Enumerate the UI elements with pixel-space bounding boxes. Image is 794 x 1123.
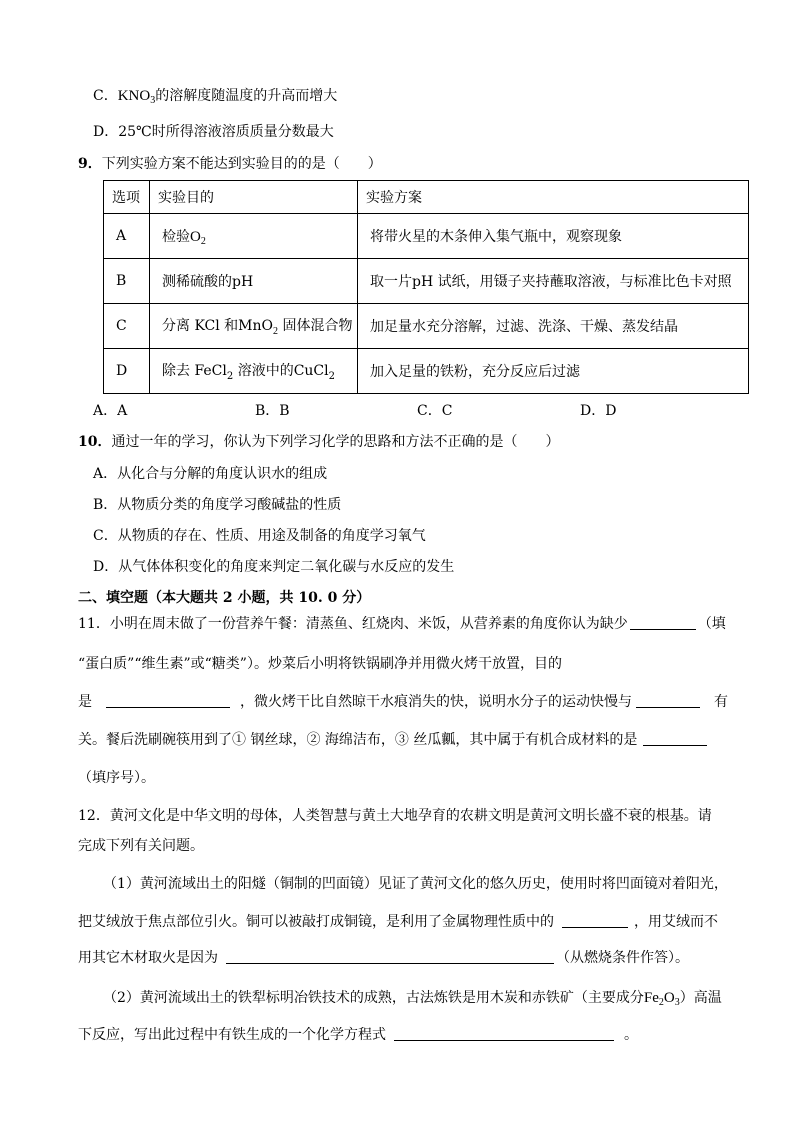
table-header-cell: 实验目的	[150, 181, 358, 214]
q11-line-1	[78, 614, 726, 634]
o2-text: O	[190, 228, 201, 245]
table-row	[104, 259, 749, 304]
q10-option-b: B．从物质分类的角度学习酸碱盐的性质	[93, 497, 342, 513]
answer-blank[interactable]	[106, 693, 230, 708]
q9-choice-a: A．A	[93, 403, 128, 419]
q10-stem	[78, 432, 559, 452]
q9-options-table	[103, 180, 749, 394]
q11-text: 有	[714, 694, 728, 710]
table-header-cell: 实验方案	[358, 181, 749, 214]
plan-cell: 加入足量的铁粉，充分反应后过滤	[358, 349, 749, 394]
q12-text: ）高温	[679, 990, 722, 1006]
goal-text: 分离 KCl 和MnO	[162, 318, 274, 335]
q11-text: ，微火烤干比自然晾干水痕消失的快，说明水分子的运动快慢与	[240, 694, 632, 710]
table-row	[104, 214, 749, 259]
q11-line-5: （填序号）。	[78, 770, 155, 786]
answer-blank[interactable]	[636, 693, 700, 708]
q11-text: 是	[78, 694, 92, 710]
mno2-subscript: 2	[273, 325, 279, 337]
q10-option-c: C．从物质的存在、性质、用途及制备的角度学习氧气	[93, 528, 426, 544]
answer-blank[interactable]	[630, 615, 696, 630]
o2-formula	[190, 229, 206, 245]
q12-part2-line-2	[78, 1025, 638, 1045]
q10-option-d: D．从气体体积变化的角度来判定二氧化碳与水反应的发生	[93, 559, 455, 575]
q12-part1-line-3	[78, 948, 689, 968]
q10-stem-text: 通过一年的学习，你认为下列学习化学的思路和方法不正确的是（ ）	[111, 434, 560, 450]
fe2o3-formula	[644, 990, 680, 1006]
q12-text: （从燃烧条件作答）。	[556, 950, 689, 966]
table-header-cell: 选项	[104, 181, 150, 214]
q11-text: 关。餐后洗刷碗筷用到了① 钢丝球，② 海绵洁布，③ 丝瓜瓤，其中属于有机合成材料的是	[78, 732, 638, 748]
answer-blank[interactable]	[643, 731, 707, 746]
goal-cell	[150, 349, 358, 394]
table-header-row	[104, 181, 749, 214]
option-cell: B	[104, 259, 150, 304]
q9-stem-text: 下列实验方案不能达到实验目的的是（ ）	[101, 156, 382, 172]
q9-choice-b: B．B	[255, 403, 290, 419]
q11-line-4	[78, 730, 707, 750]
goal-text-end: 固体混合物	[278, 318, 353, 335]
goal-text-mid: 溶液中的CuCl	[233, 363, 329, 380]
q11-text: 11．小明在周末做了一份营养午餐：清蒸鱼、红烧肉、米饭，从营养素的角度你认为缺少	[78, 616, 628, 632]
q9-choice-d: D．D	[580, 403, 617, 419]
plan-cell: 加足量水充分溶解，过滤、洗涤、干燥、蒸发结晶	[358, 304, 749, 349]
q12-text: ，用艾绒而不	[634, 914, 718, 930]
q12-text: （2）黄河流域出土的铁犁标明冶铁技术的成熟，古法炼铁是用木炭和赤铁矿（主要成分	[103, 990, 644, 1006]
q8-option-d: D．25℃时所得溶液溶质质量分数最大	[93, 124, 334, 140]
kno3-formula	[118, 88, 156, 104]
table-row	[104, 349, 749, 394]
plan-cell: 取一片pH 试纸，用镊子夹持蘸取溶液，与标准比色卡对照	[358, 259, 749, 304]
q9-choice-c: C．C	[417, 403, 453, 419]
q12-text: 用其它木材取火是因为	[78, 950, 218, 966]
q12-part1-line-1: （1）黄河流域出土的阳燧（铜制的凹面镜）见证了黄河文化的悠久历史，使用时将凹面镜对着阳光，	[103, 876, 728, 892]
q12-part1-line-2	[78, 912, 718, 932]
q8-option-c-text: 的溶解度随温度的升高而增大	[155, 88, 338, 104]
section-title: 二、填空题（本大题共 2 小题，共 10. 0 分）	[78, 590, 371, 606]
answer-blank[interactable]	[562, 913, 628, 928]
table-row	[104, 304, 749, 349]
fe-subscript: 2	[658, 997, 664, 1008]
answer-blank[interactable]	[226, 949, 554, 964]
answer-blank[interactable]	[394, 1026, 614, 1041]
q12-text: 把艾绒放于焦点部位引火。铜可以被敲打成铜镜，是利用了金属物理性质中的	[78, 914, 554, 930]
fecl2-subscript: 2	[226, 370, 234, 382]
q12-line-1: 12．黄河文化是中华文明的母体，人类智慧与黄土大地孕育的农耕文明是黄河文明长盛不衰的根基。请	[78, 808, 712, 824]
option-cell: A	[104, 214, 150, 259]
goal-text: 除去 FeCl	[162, 363, 227, 380]
goal-cell: 测稀硫酸的pH	[150, 259, 358, 304]
q9-stem	[78, 154, 382, 174]
q12-text: 下反应，写出此过程中有铁生成的一个化学方程式	[78, 1027, 386, 1043]
goal-cell	[150, 214, 358, 259]
option-cell: C	[104, 304, 150, 349]
q12-line-2: 完成下列有关问题。	[78, 838, 204, 854]
q10-number: 10．	[78, 434, 112, 450]
q10-option-a: A．从化合与分解的角度认识水的组成	[93, 466, 328, 482]
q11-text: （填	[697, 616, 726, 632]
option-cell: D	[104, 349, 150, 394]
goal-cell	[150, 304, 358, 349]
q12-text: 。	[624, 1027, 638, 1043]
q12-part2-line-1	[103, 988, 722, 1013]
goal-text: 检验	[162, 228, 190, 245]
plan-cell: 将带火星的木条伸入集气瓶中，观察现象	[358, 214, 749, 259]
o2-subscript: 2	[200, 235, 206, 247]
kno3-text: KNO	[117, 88, 151, 104]
cucl2-subscript: 2	[328, 370, 335, 382]
o-text: O	[663, 990, 675, 1006]
q8-option-c	[93, 86, 337, 111]
fe-text: Fe	[643, 990, 659, 1006]
q9-number: 9．	[78, 156, 102, 172]
q8-option-c-prefix: C．	[93, 88, 118, 104]
q11-line-2: “蛋白质”“维生素”或“糖类”）。炒菜后小明将铁锅刷净并用微火烤干放置，目的	[78, 656, 562, 672]
kno3-subscript: 3	[150, 95, 156, 106]
q11-line-3	[78, 692, 728, 712]
o-subscript: 3	[674, 997, 680, 1008]
